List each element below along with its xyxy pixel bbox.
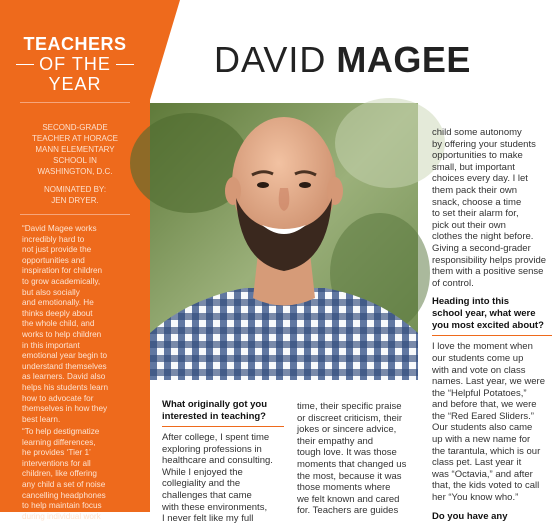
quote-line: opportunities and [22, 255, 85, 265]
quote-line: emotional year begin to [22, 351, 108, 361]
body-line: opportunities to make [432, 150, 523, 162]
body-line: of control. [432, 277, 474, 289]
teacher-first-name: DAVID [214, 39, 327, 80]
body-line: the tarantula, which is our [432, 445, 541, 457]
nominated-by [16, 184, 134, 206]
body-line: to set their alarm for, [432, 208, 519, 220]
body-line: or discreet criticism, their [297, 412, 403, 424]
quote-line: cancelling headphones [22, 490, 106, 500]
question-line: What originally got you [162, 399, 268, 410]
body-line: that, the kids voted to call [432, 480, 540, 492]
body-line: them pack their own [432, 184, 518, 196]
page-title [214, 40, 471, 80]
quote-line: incredibly hard to [22, 234, 85, 244]
quote-line: any child a set of noise [22, 479, 106, 489]
body-line: Our students also came [432, 422, 533, 434]
body-line: and before that, we were [432, 399, 537, 411]
body-line: pick out their own [432, 219, 506, 231]
body-line: I never felt like my full [162, 513, 254, 525]
body-line: those moments where [297, 482, 391, 494]
body-line: collegiality and the [162, 478, 241, 490]
brand-line-3: YEAR [48, 74, 102, 94]
body-line: names. Last year, we were [432, 376, 545, 388]
role-line: MANN ELEMENTARY [35, 145, 115, 154]
body-line: After college, I spent time [162, 432, 270, 443]
sidebar-corner-tab [150, 0, 180, 100]
article-column-2 [297, 401, 422, 517]
teachers-of-the-year-logo [0, 34, 150, 94]
nomination-line: NOMINATED BY: [43, 185, 107, 194]
quote-line: “David Magee works [22, 224, 97, 233]
body-line: exploring professions in [162, 443, 262, 455]
body-line: was “Octavia,” and after [432, 468, 533, 480]
nomination-quote-1 [22, 224, 134, 425]
quote-line: as learners. David also [22, 372, 106, 382]
body-line: their empathy and [297, 435, 374, 447]
body-line: with and vote on class [432, 364, 526, 376]
body-line: our students come up [432, 352, 524, 364]
teacher-portrait-photo [150, 103, 418, 380]
role-line: SECOND-GRADE [42, 123, 108, 132]
quote-line: and emotionally. He [22, 298, 94, 308]
body-line: her “You know who.” [432, 492, 519, 504]
quote-line: interventions for all [22, 458, 91, 468]
question-line: Heading into this [432, 296, 510, 308]
question-line: school year, what were [432, 308, 536, 320]
question-line: interested in teaching? [162, 411, 266, 422]
quote-line: to help maintain focus [22, 501, 102, 511]
role-line: WASHINGTON, D.C. [37, 167, 113, 176]
sidebar-divider-mid [20, 214, 130, 215]
body-line: for. Teachers are guides [297, 505, 399, 517]
nomination-quote-2 [22, 427, 134, 522]
brand-line-2: OF THE [0, 54, 150, 74]
body-line: choices every day. I let [432, 173, 528, 185]
quote-line: understand themselves [22, 361, 107, 371]
body-line: the “Red Eared Sliders.” [432, 410, 534, 422]
role-line: TEACHER AT HORACE [32, 134, 118, 143]
quote-line: but also socially [22, 287, 80, 297]
role-line: SCHOOL IN [53, 156, 97, 165]
brand-line-1: TEACHERS [23, 34, 127, 54]
question-heading-1 [162, 399, 284, 423]
question-underline [162, 426, 284, 427]
body-line: jokes or sincere advice, [297, 424, 397, 436]
body-line: healthcare and consulting. [162, 455, 273, 467]
quote-line: themselves in how they [22, 404, 108, 414]
body-line: the most, because it was [297, 470, 402, 482]
quote-line: during individual work [22, 511, 101, 521]
body-line: small, but important [432, 161, 515, 173]
body-line: class pet. Last year it [432, 457, 522, 469]
quote-line: in this important [22, 340, 80, 350]
quote-line: children, like offering [22, 469, 97, 479]
question-heading-2 [432, 296, 544, 332]
body-line: While I enjoyed the [162, 466, 243, 478]
body-line: them with a positive sense [432, 266, 544, 278]
question-line: Do you have any [432, 510, 508, 522]
body-line: moments that changed us [297, 458, 407, 470]
quote-line: best learn. [22, 414, 61, 424]
body-line: we felt known and cared [297, 493, 400, 505]
question-underline [432, 335, 552, 336]
question-heading-3 [432, 511, 512, 523]
quote-line: to grow academically, [22, 276, 101, 286]
article-column-3 [432, 127, 547, 523]
body-line: by offering your students [432, 138, 536, 150]
quote-line: “To help destigmatize [22, 427, 100, 436]
body-line: responsibility helps provide [432, 254, 547, 266]
quote-line: helps his students learn [22, 382, 109, 392]
body-line: with these environments, [162, 501, 268, 513]
quote-line: the whole child, and [22, 319, 95, 329]
sidebar-divider-top [20, 102, 130, 103]
teacher-last-name: MAGEE [336, 39, 471, 80]
body-line: clothes the night before. [432, 231, 534, 243]
body-line: the “Helpful Potatoes,” [432, 387, 527, 399]
question-line: you most excited about? [432, 320, 544, 332]
quote-line: he provides ‘Tier 1’ [22, 448, 91, 458]
body-line: snack, choose a time [432, 196, 522, 208]
quote-line: inspiration for children [22, 266, 103, 276]
quote-line: how to advocate for [22, 393, 94, 403]
sidebar [0, 0, 150, 521]
body-line: up with a new name for [432, 434, 531, 446]
body-line: Giving a second-grader [432, 242, 531, 254]
quote-line: works to help children [22, 329, 102, 339]
nomination-line: JEN DRYER. [51, 196, 99, 205]
quote-line: learning differences, [22, 437, 96, 447]
body-line: challenges that came [162, 489, 252, 501]
body-line: child some autonomy [432, 127, 522, 138]
teacher-role [16, 122, 134, 177]
body-line: tough love. It was those [297, 447, 397, 459]
body-line: time, their specific praise [297, 401, 402, 412]
quote-line: not just provide the [22, 245, 92, 255]
article-column-1 [162, 399, 284, 525]
quote-line: thinks deeply about [22, 308, 93, 318]
body-line: I love the moment when [432, 341, 533, 353]
